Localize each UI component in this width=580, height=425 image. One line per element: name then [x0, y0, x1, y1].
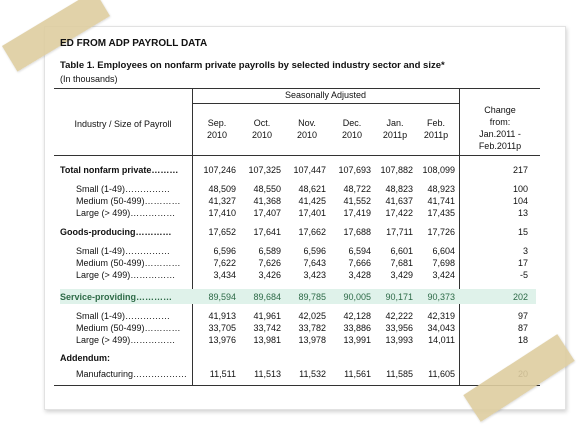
row-cell: 11,561 — [344, 369, 371, 379]
row-cell: 3,434 — [213, 270, 236, 280]
row-cell: 48,823 — [385, 184, 413, 194]
row-cell: 17,401 — [298, 208, 326, 218]
row-label: Medium (50-499)………… — [76, 196, 181, 206]
row-cell: 90,005 — [343, 292, 371, 302]
row-change-cell: 17 — [517, 258, 528, 268]
group-header-rule — [192, 103, 459, 104]
row-cell: 6,596 — [213, 246, 236, 256]
table-row-goods-medium — [54, 257, 540, 269]
row-cell: 13,978 — [298, 335, 326, 345]
row-cell: 48,509 — [208, 184, 236, 194]
row-change-cell: 18 — [517, 335, 528, 345]
row-change-cell: 3 — [522, 246, 528, 256]
row-label: Manufacturing……………… — [76, 369, 188, 379]
col-header-nov-2010: Nov. 2010 — [296, 118, 318, 140]
row-label: Addendum: — [60, 353, 110, 363]
row-label: Service-providing………… — [60, 292, 173, 302]
table-row-total-nonfarm-private — [54, 164, 540, 176]
row-cell: 17,688 — [343, 227, 371, 237]
row-cell: 33,956 — [385, 323, 413, 333]
row-cell: 17,711 — [386, 227, 413, 237]
row-cell: 13,976 — [208, 335, 236, 345]
row-label: Small (1-49)…………… — [76, 311, 171, 321]
row-cell: 7,681 — [390, 258, 413, 268]
row-cell: 7,666 — [348, 258, 371, 268]
table-row-goods-small — [54, 245, 540, 257]
row-cell: 108,099 — [422, 165, 455, 175]
header-bottom-rule — [54, 155, 540, 156]
row-cell: 41,961 — [253, 311, 281, 321]
col-header-oct-2010: Oct. 2010 — [251, 118, 273, 140]
row-cell: 41,327 — [208, 196, 236, 206]
row-cell: 89,594 — [208, 292, 236, 302]
row-cell: 6,596 — [303, 246, 326, 256]
table-title: Table 1. Employees on nonfarm private payrolls by selected industry sector and size* — [60, 60, 445, 71]
row-label: Large (> 499)…………… — [76, 335, 176, 345]
row-cell: 41,368 — [253, 196, 281, 206]
row-cell: 48,923 — [427, 184, 455, 194]
row-label: Large (> 499)…………… — [76, 270, 176, 280]
table-top-rule — [54, 88, 540, 89]
row-label: Large (> 499)…………… — [76, 208, 176, 218]
row-cell: 7,622 — [213, 258, 236, 268]
row-cell: 11,511 — [209, 369, 236, 379]
row-cell: 41,637 — [385, 196, 413, 206]
row-cell: 107,246 — [203, 165, 236, 175]
row-cell: 17,662 — [298, 227, 326, 237]
row-cell: 17,726 — [427, 227, 455, 237]
row-cell: 6,601 — [390, 246, 413, 256]
row-header: Industry / Size of Payroll — [74, 119, 172, 129]
row-cell: 42,222 — [385, 311, 413, 321]
row-change-cell: 202 — [512, 292, 528, 302]
row-cell: 48,621 — [298, 184, 326, 194]
row-cell: 13,993 — [385, 335, 413, 345]
row-cell: 48,550 — [253, 184, 281, 194]
row-cell: 17,422 — [385, 208, 413, 218]
table-row-goods-large — [54, 269, 540, 281]
table-subtitle: (In thousands) — [60, 74, 118, 84]
row-cell: 48,722 — [343, 184, 371, 194]
row-cell: 3,423 — [303, 270, 326, 280]
row-cell: 17,435 — [427, 208, 455, 218]
table-row-total-large — [54, 207, 540, 219]
row-change-cell: 15 — [517, 227, 528, 237]
row-cell: 3,426 — [258, 270, 281, 280]
row-cell: 107,882 — [380, 165, 413, 175]
row-change-cell: 97 — [517, 311, 528, 321]
row-cell: 90,373 — [427, 292, 455, 302]
row-cell: 7,626 — [258, 258, 281, 268]
table-row-service-medium — [54, 322, 540, 334]
row-change-cell: 87 — [517, 323, 528, 333]
row-cell: 17,407 — [253, 208, 281, 218]
row-cell: 42,025 — [298, 311, 326, 321]
row-cell: 6,604 — [432, 246, 455, 256]
row-cell: 11,513 — [254, 369, 281, 379]
row-cell: 41,425 — [298, 196, 326, 206]
group-header: Seasonally Adjusted — [284, 90, 367, 100]
row-cell: 17,641 — [253, 227, 281, 237]
row-change-cell: 104 — [512, 196, 528, 206]
row-cell: 3,424 — [432, 270, 455, 280]
row-change-cell: 100 — [512, 184, 528, 194]
row-change-cell: 217 — [512, 165, 528, 175]
row-cell: 107,447 — [293, 165, 326, 175]
row-cell: 7,698 — [432, 258, 455, 268]
row-label: Small (1-49)…………… — [76, 184, 171, 194]
row-change-cell: 13 — [517, 208, 528, 218]
row-cell: 3,429 — [390, 270, 413, 280]
row-cell: 107,325 — [248, 165, 281, 175]
col-header-jan-2011: Jan. 2011p — [382, 118, 408, 140]
row-cell: 41,552 — [343, 196, 371, 206]
table-row-goods-producing — [54, 226, 540, 238]
table-row-total-medium — [54, 195, 540, 207]
row-cell: 6,589 — [258, 246, 281, 256]
row-cell: 33,705 — [208, 323, 236, 333]
row-cell: 90,171 — [385, 292, 413, 302]
col-header-change: Change from: Jan.2011 - Feb.2011p — [478, 105, 522, 151]
row-cell: 13,981 — [253, 335, 281, 345]
row-cell: 17,419 — [343, 208, 371, 218]
col-header-sep-2010: Sep. 2010 — [206, 118, 228, 140]
row-cell: 42,319 — [427, 311, 455, 321]
row-label: Goods-producing………… — [60, 227, 172, 237]
table-row-service-large — [54, 334, 540, 346]
table-row-total-small — [54, 183, 540, 195]
table-row-service-small — [54, 310, 540, 322]
col-header-dec-2010: Dec. 2010 — [341, 118, 363, 140]
row-cell: 42,128 — [343, 311, 371, 321]
row-cell: 33,742 — [253, 323, 281, 333]
row-cell: 17,652 — [208, 227, 236, 237]
row-cell: 7,643 — [303, 258, 326, 268]
row-cell: 41,913 — [208, 311, 236, 321]
row-cell: 33,782 — [298, 323, 326, 333]
row-label: Medium (50-499)………… — [76, 323, 181, 333]
row-cell: 33,886 — [343, 323, 371, 333]
table-row-manufacturing — [54, 368, 540, 380]
table-row-addendum — [54, 352, 540, 364]
row-cell: 13,991 — [343, 335, 371, 345]
row-label: Medium (50-499)………… — [76, 258, 181, 268]
row-cell: 17,410 — [208, 208, 236, 218]
row-label: Total nonfarm private……… — [60, 165, 179, 175]
row-cell: 89,684 — [253, 292, 281, 302]
row-cell: 11,585 — [386, 369, 413, 379]
row-change-cell: -5 — [519, 270, 528, 280]
document-header: ED FROM ADP PAYROLL DATA — [60, 38, 208, 49]
row-cell: 11,605 — [428, 369, 455, 379]
row-cell: 41,741 — [427, 196, 455, 206]
row-cell: 11,532 — [299, 369, 326, 379]
table-bottom-rule — [54, 385, 540, 386]
row-label: Small (1-49)…………… — [76, 246, 171, 256]
row-cell: 107,693 — [338, 165, 371, 175]
row-cell: 89,785 — [298, 292, 326, 302]
row-cell: 34,043 — [427, 323, 455, 333]
row-cell: 3,428 — [348, 270, 371, 280]
row-cell: 14,011 — [428, 335, 455, 345]
table-row-service-providing — [54, 291, 540, 303]
row-cell: 6,594 — [348, 246, 371, 256]
col-header-feb-2011: Feb. 2011p — [423, 118, 449, 140]
